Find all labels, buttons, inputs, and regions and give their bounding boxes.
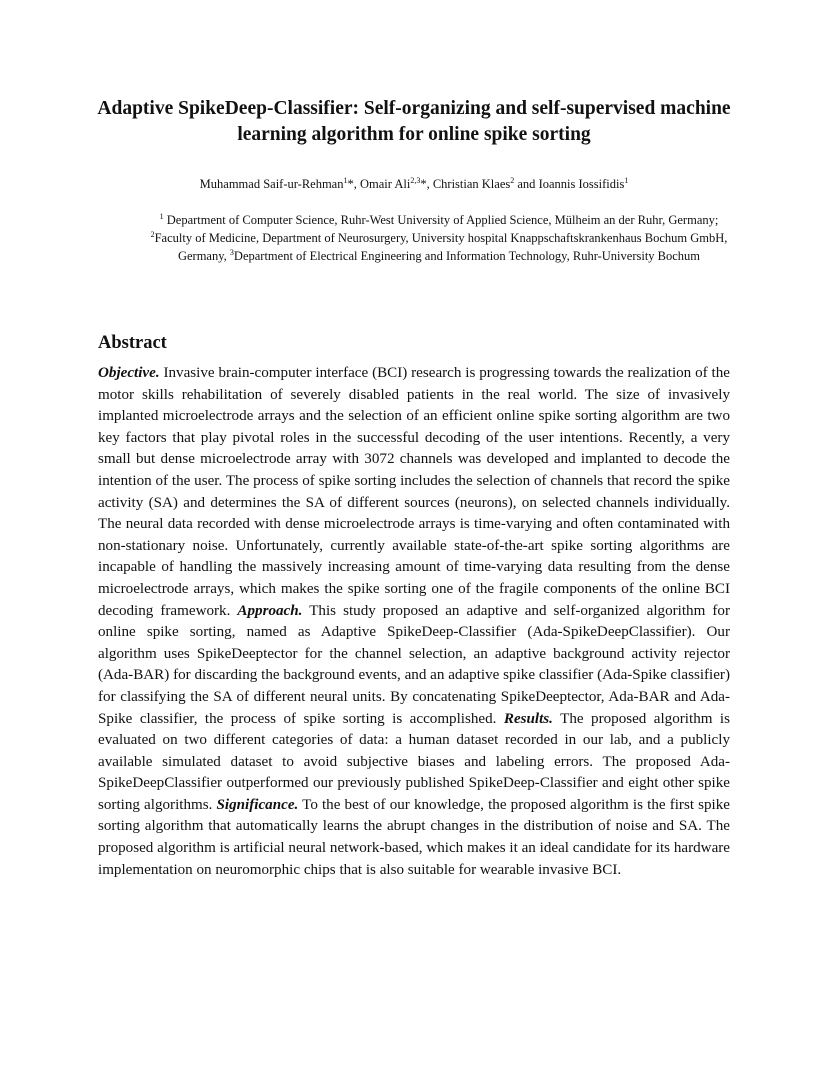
author-affiliation-mark: 1 [343, 175, 348, 185]
affiliation-text: Department of Computer Science, Ruhr-West University of Applied Science, Mülheim an der Ruhr, Germany; [163, 213, 719, 227]
abstract-heading: Abstract [98, 333, 167, 353]
approach-label: Approach. [237, 602, 303, 619]
affiliation-number: 2 [150, 229, 155, 239]
paper-title: Adaptive SpikeDeep-Classifier: Self-organizing and self-supervised machine learning algorithm for online spike sorting [97, 98, 731, 145]
approach-text: This study proposed an adaptive and self-organized algorithm for online spike sorting, named as Adaptive SpikeDeep-Classifier (Ada-SpikeDeepClassifier). Our algorithm uses SpikeDeeptector for the channel selection, an adaptive background activity rejector (Ada-BAR) for discarding the background events, and an adaptive spike classifier (Ada-Spike classifier) for classifying the SA of different neural units. By concatenating SpikeDeeptector, Ada-BAR and Ada-Spike classifier, the process of spike sorting is accomplished. [98, 602, 730, 727]
author-name: Ioannis Iossifidis [538, 177, 625, 191]
author-separator: and [514, 177, 539, 191]
results-label: Results. [503, 710, 553, 727]
author-name: Muhammad Saif-ur-Rehman [199, 177, 344, 191]
significance-label: Significance. [216, 796, 299, 813]
results-text: The proposed algorithm is evaluated on two different categories of data: a human dataset recorded in our lab, and a publicly available simulated dataset to avoid subjective biases and labeling errors. The proposed Ada-SpikeDeepClassifier outperformed our previously published SpikeDeep-Classifier and eight other spike sorting algorithms. [98, 710, 730, 813]
equal-contribution-mark: *, [420, 177, 433, 191]
equal-contribution-mark: *, [347, 177, 360, 191]
significance-text: To the best of our knowledge, the proposed algorithm is the first spike sorting algorithm that automatically learns the abrupt changes in the distribution of noise and SA. The proposed algorithm is artificial neural network-based, which makes it an ideal candidate for its hardware implementation on neuromorphic chips that is also suitable for wearable invasive BCI. [98, 796, 730, 878]
affiliation-text: Faculty of Medicine, Department of Neurosurgery, University hospital Knappschaftskrankenhaus Bochum GmbH, Germany, [154, 231, 728, 263]
objective-text: Invasive brain-computer interface (BCI) research is progressing towards the realization of the motor skills rehabilitation of severely disabled patients in the real world. The size of invasively implanted microelectrode arrays and the selection of an efficient online spike sorting algorithm are two key factors that play pivotal roles in the successful decoding of the user intentions. Recently, a very small but dense microelectrode array with 3072 channels was developed and implanted to decode the intention of the user. The process of spike sorting includes the selection of channels that record the spike activity (SA) and determines the SA of different sources (neurons), on selected channels individually. The neural data recorded with dense microelectrode arrays is time-varying and often contaminated with non-stationary noise. Unfortunately, currently available state-of-the-art spike sorting algorithms are incapable of handling the massively increasing amount of time-varying data resulting from the dense microelectrode arrays, which makes the spike sorting one of the fragile components of the online BCI decoding framework. [98, 365, 730, 619]
abstract-body [98, 363, 730, 881]
affiliation-number: 1 [159, 211, 164, 221]
objective-label: Objective. [98, 365, 160, 381]
affiliation-text: Department of Electrical Engineering and Information Technology, Ruhr-University Bochum [233, 249, 701, 263]
affiliations [150, 211, 728, 265]
affiliation-number: 3 [229, 247, 234, 257]
author-name: Omair Ali [359, 177, 411, 191]
author-affiliation-mark: 2 [510, 175, 515, 185]
author-name: Christian Klaes [432, 177, 511, 191]
author-affiliation-mark: 2,3 [410, 175, 421, 185]
author-affiliation-mark: 1 [624, 175, 629, 185]
author-list [60, 175, 768, 193]
